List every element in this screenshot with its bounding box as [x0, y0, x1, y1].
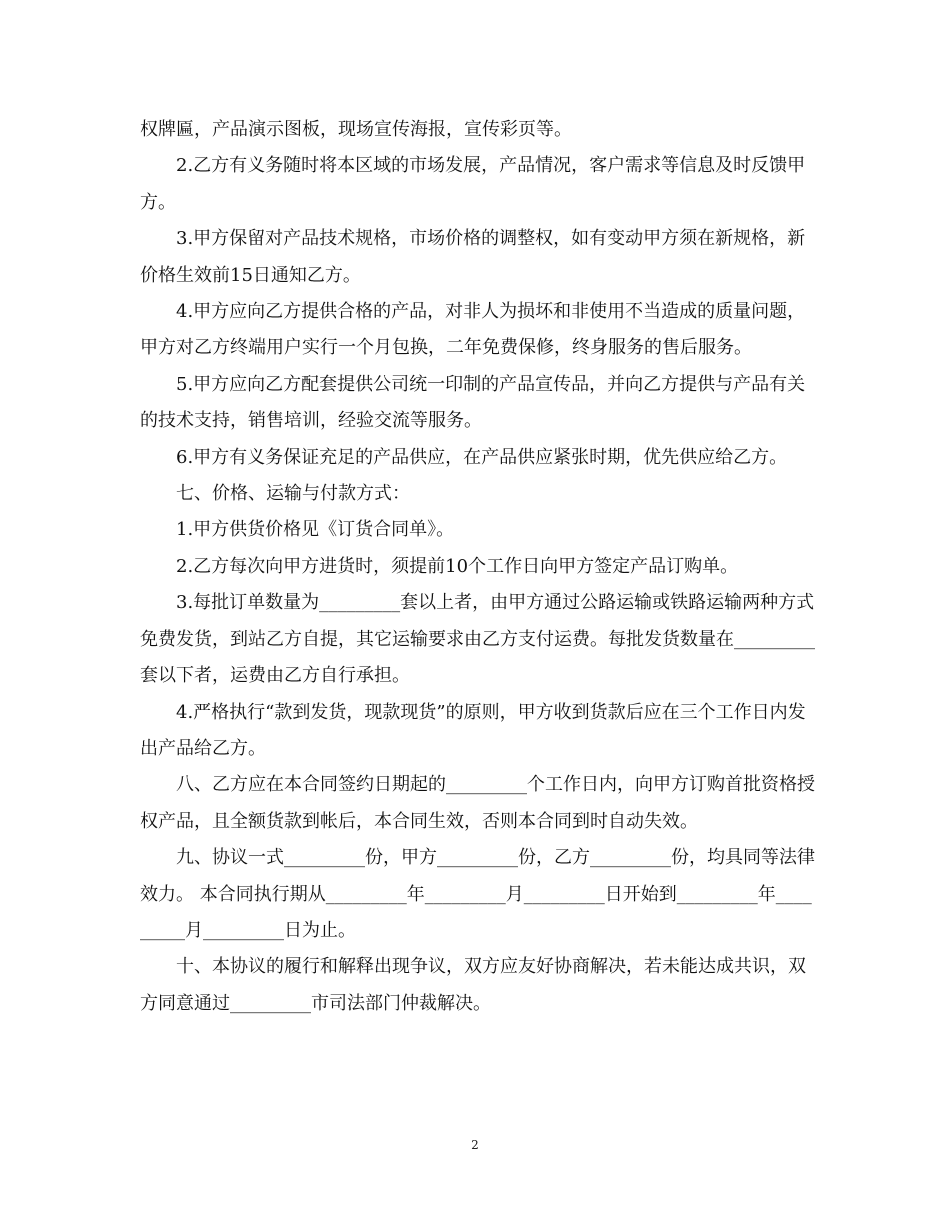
paragraph-7-4: 4.严格执行“款到发货，现款现货”的原则，甲方收到货款后应在三个工作日内发出产品给乙方。 — [140, 701, 806, 759]
section-9: 九、协议一式_________份，甲方_________份，乙方_________份，均具同等法律效力。 本合同执行期从_________年_________月_________日开始到_________年_________月_________日为止。 — [140, 847, 815, 941]
section-heading-7: 七、价格、运输与付款方式： — [176, 483, 410, 505]
paragraph-7-3: 3.每批订单数量为_________套以上者，由甲方通过公路运输或铁路运输两种方式免费发货，到站乙方自提，其它运输要求由乙方支付运费。每批发货数量在_________套以下者，运费由乙方自行承担。 — [140, 592, 815, 687]
paragraph-clause-3: 3.甲方保留对产品技术规格，市场价格的调整权，如有变动甲方须在新规格，新价格生效前15日通知乙方。 — [140, 228, 806, 286]
paragraph-7-1: 1.甲方供货价格见《订货合同单》。 — [176, 519, 455, 541]
paragraph-clause-4: 4.甲方应向乙方提供合格的产品，对非人为损坏和非使用不当造成的质量问题，甲方对乙方终端用户实行一个月包换，二年免费保修，终身服务的售后服务。 — [140, 301, 806, 359]
paragraph-clause-2: 2.乙方有义务随时将本区域的市场发展，产品情况，客户需求等信息及时反馈甲方。 — [140, 155, 806, 213]
paragraph-clause-6: 6.甲方有义务保证充足的产品供应，在产品供应紧张时期，优先供应给乙方。 — [176, 446, 788, 468]
paragraph-clause-5: 5.甲方应向乙方配套提供公司统一印制的产品宣传品，并向乙方提供与产品有关的技术支持，销售培训，经验交流等服务。 — [140, 373, 806, 432]
section-8: 八、乙方应在本合同签约日期起的_________个工作日内，向甲方订购首批资格授权产品，且全额货款到帐后，本合同生效，否则本合同到时自动失效。 — [140, 774, 815, 832]
section-10: 十、本协议的履行和解释出现争议，双方应友好协商解决，若未能达成共识，双方同意通过_________市司法部门仲裁解决。 — [140, 956, 806, 1014]
document-body — [140, 112, 820, 1022]
paragraph-7-2: 2.乙方每次向甲方进货时，须提前10个工作日向甲方签定产品订购单。 — [176, 555, 739, 577]
page-number: 2 — [471, 1138, 479, 1152]
paragraph-continuation: 权牌匾，产品演示图板，现场宣传海报，宣传彩页等。 — [140, 119, 572, 140]
